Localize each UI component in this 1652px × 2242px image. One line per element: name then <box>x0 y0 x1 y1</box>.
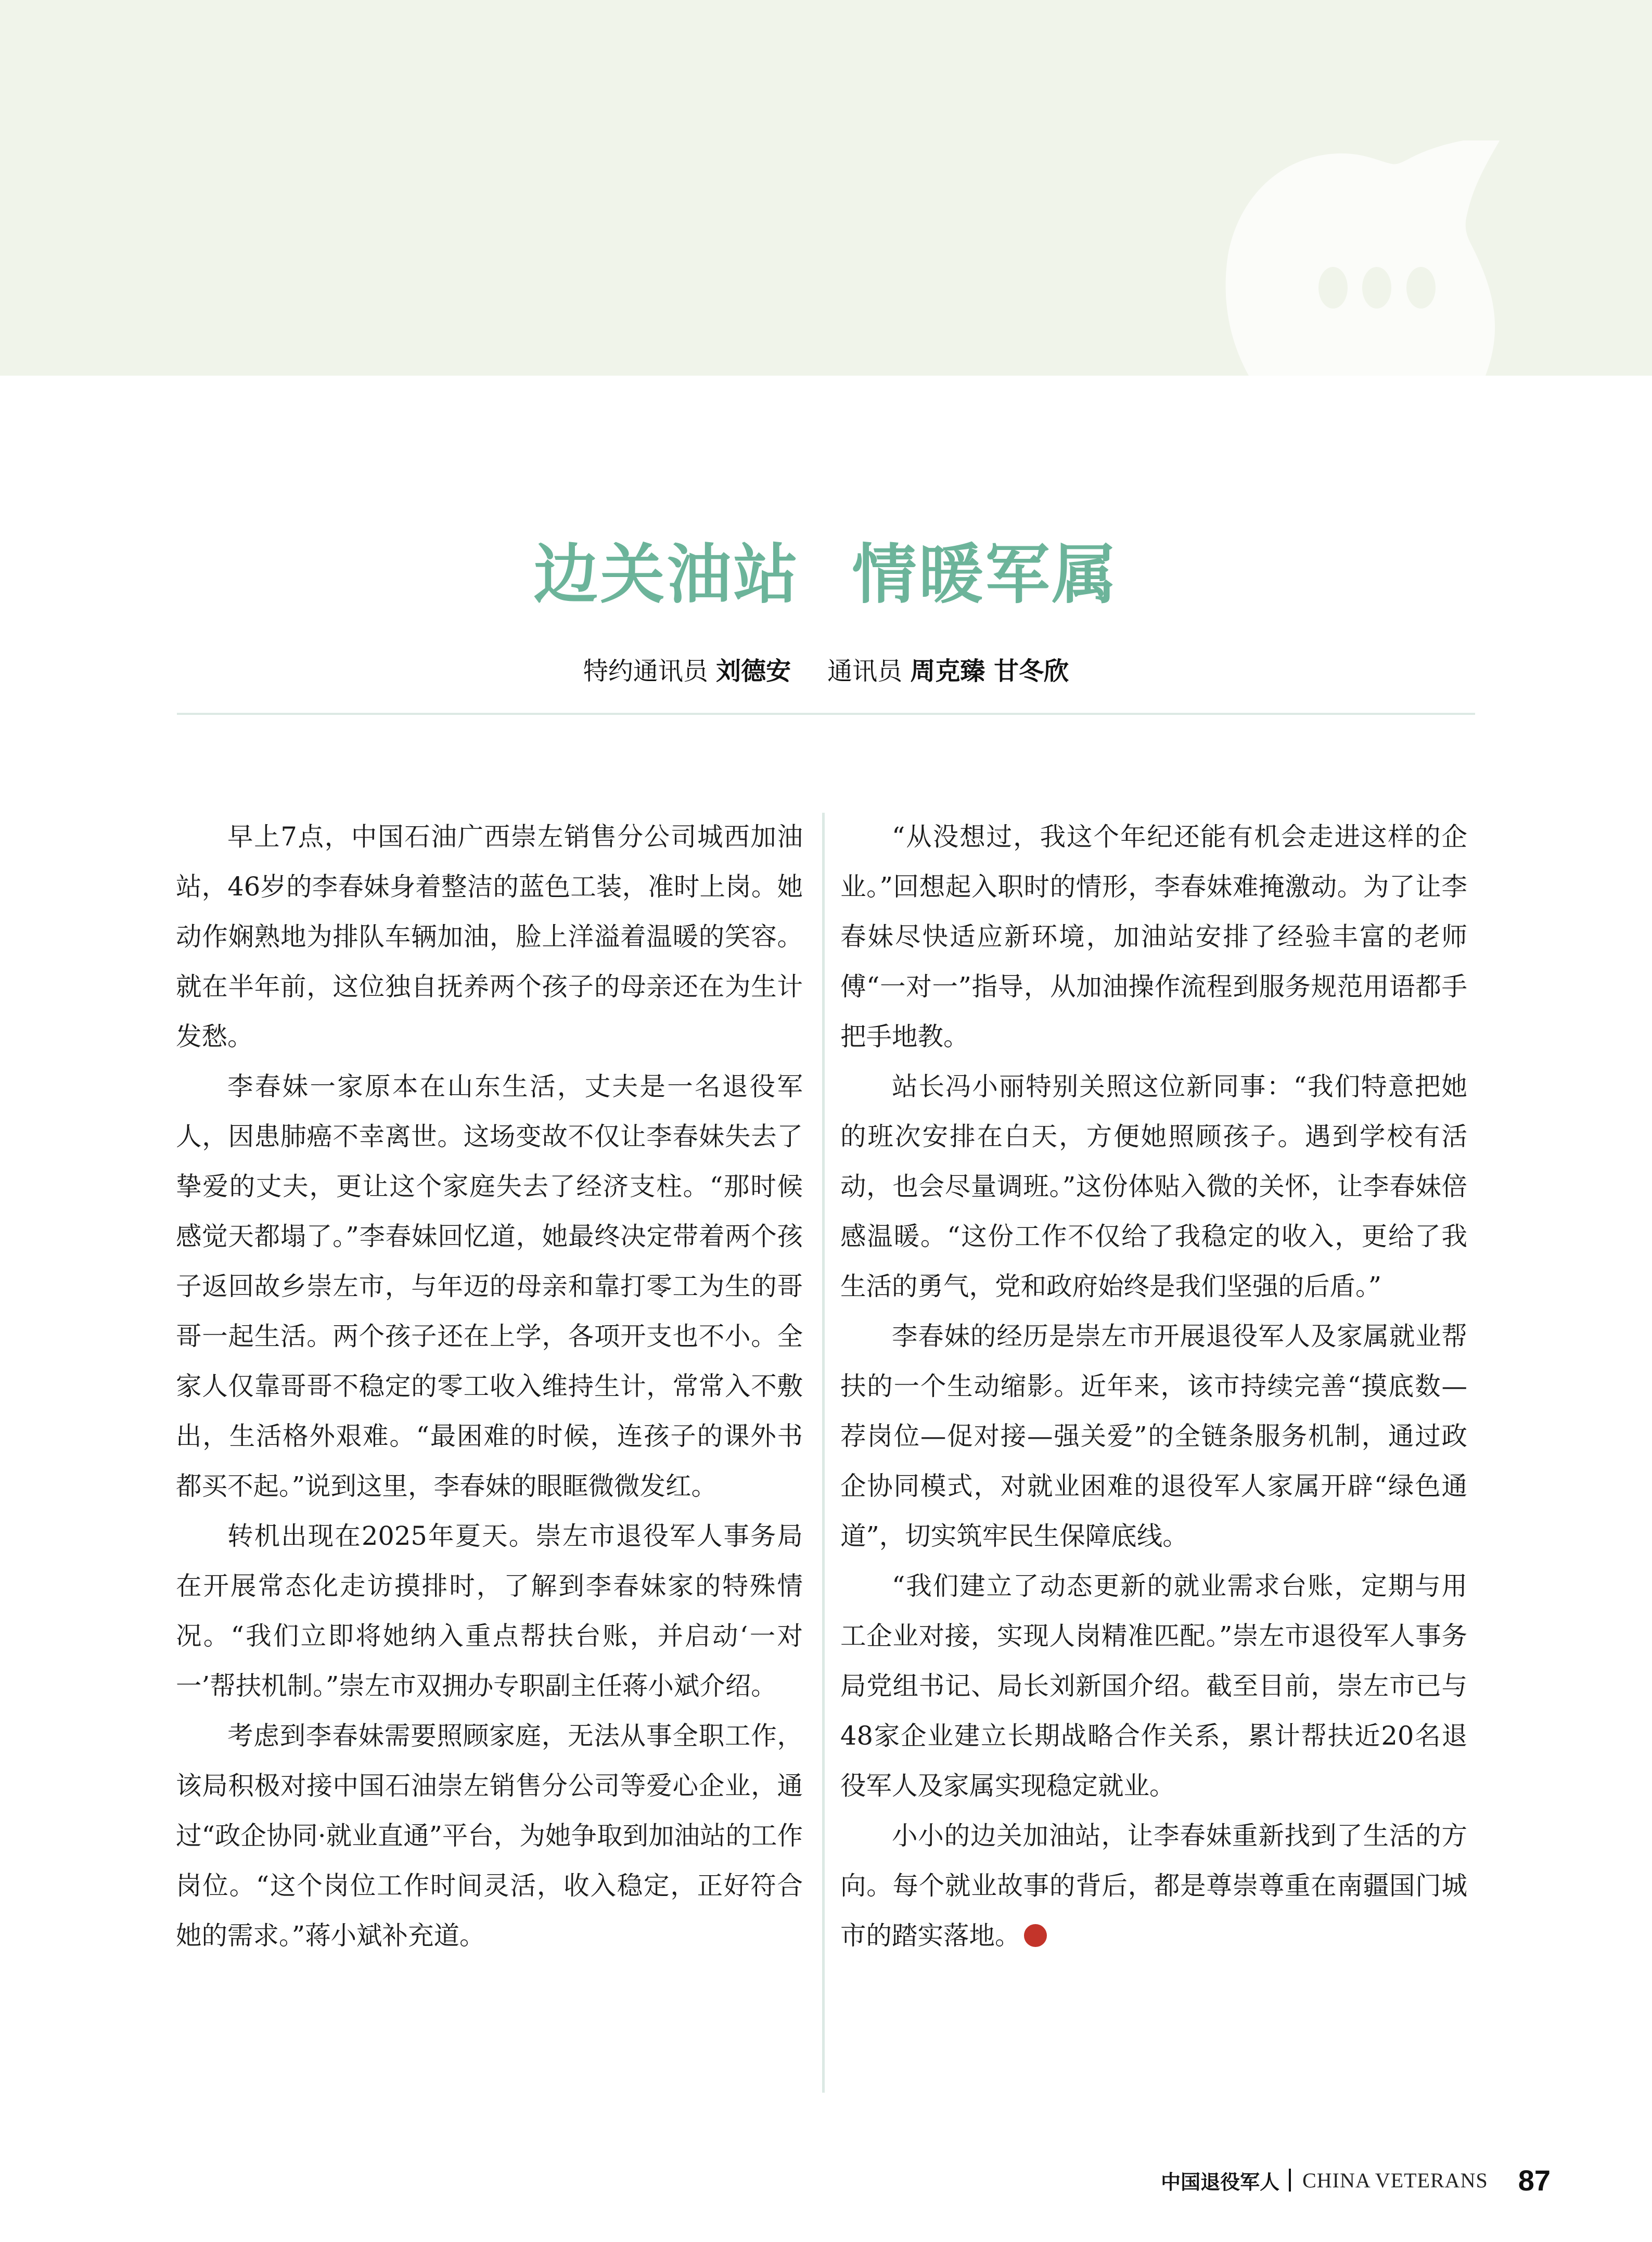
title-part-1: 边关油站 <box>533 537 800 612</box>
column-divider <box>822 813 825 2093</box>
paragraph: 李春妹的经历是崇左市开展退役军人及家属就业帮扶的一个生动缩影。近年来，该市持续完善“摸底数—荐岗位—促对接—强关爱”的全链条服务机制，通过政企协同模式，对就业困难的退役军人家属开辟“绿色通道”，切实筑牢民生保障底线。 <box>840 1321 1467 1551</box>
magazine-name-cn: 中国退役军人 <box>1161 2170 1280 2194</box>
ellipsis-dot-2 <box>1362 267 1391 309</box>
footer-separator <box>1289 2169 1291 2192</box>
end-mark-icon: V <box>1024 1924 1047 1947</box>
paragraph: 李春妹一家原本在山东生活，丈夫是一名退役军人，因患肺癌不幸离世。这场变故不仅让李春妹失去了挚爱的丈夫，更让这个家庭失去了经济支柱。“那时候感觉天都塌了。”李春妹回忆道，她最终决定带着两个孩子返回故乡崇左市，与年迈的母亲和靠打零工为生的哥哥一起生活。两个孩子还在上学，各项开支也不小。全家人仅靠哥哥不稳定的零工收入维持生计，常常入不敷出，生活格外艰难。“最困难的时候，连孩子的课外书都买不起。”说到这里，李春妹的眼眶微微发红。 <box>176 1071 803 1501</box>
speech-bubble-ellipsis-icon <box>1223 140 1556 376</box>
page-footer <box>1161 2159 1551 2201</box>
title-divider <box>177 713 1475 715</box>
byline-name-1: 刘德安 <box>716 657 791 686</box>
byline-role-2: 通讯员 <box>827 657 903 686</box>
magazine-name-en: CHINA VETERANS <box>1302 2168 1488 2192</box>
paragraph-last <box>840 1811 1467 1961</box>
left-column <box>176 812 803 1961</box>
paragraph: 考虑到李春妹需要照顾家庭，无法从事全职工作，该局积极对接中国石油崇左销售分公司等爱心企业，通过“政企协同·就业直通”平台，为她争取到加油站的工作岗位。“这个岗位工作时间灵活，收入稳定，正好符合她的需求。”蒋小斌补充道。 <box>176 1721 803 1951</box>
paragraph: “我们建立了动态更新的就业需求台账，定期与用工企业对接，实现人岗精准匹配。”崇左市退役军人事务局党组书记、局长刘新国介绍。截至目前，崇左市已与48家企业建立长期战略合作关系，累计帮扶近20名退役军人及家属实现稳定就业。 <box>840 1571 1467 1801</box>
speech-bubble-shape <box>1226 140 1500 376</box>
header-band <box>0 0 1652 376</box>
title-part-2: 情暖军属 <box>852 537 1119 612</box>
paragraph: 转机出现在2025年夏天。崇左市退役军人事务局在开展常态化走访摸排时，了解到李春妹家的特殊情况。“我们立即将她纳入重点帮扶台账，并启动‘一对一’帮扶机制。”崇左市双拥办专职副主任蒋小斌介绍。 <box>176 1521 803 1701</box>
byline-role-1: 特约通讯员 <box>583 657 708 686</box>
page-number: 87 <box>1518 2163 1551 2197</box>
right-column <box>840 812 1467 1961</box>
paragraph: 早上7点，中国石油广西崇左销售分公司城西加油站，46岁的李春妹身着整洁的蓝色工装，准时上岗。她动作娴熟地为排队车辆加油，脸上洋溢着温暖的笑容。就在半年前，这位独自抚养两个孩子的母亲还在为生计发愁。 <box>176 822 803 1052</box>
ellipsis-dot-3 <box>1406 267 1436 309</box>
byline <box>0 653 1652 689</box>
paragraph: “从没想过，我这个年纪还能有机会走进这样的企业。”回想起入职时的情形，李春妹难掩激动。为了让李春妹尽快适应新环境，加油站安排了经验丰富的老师傅“一对一”指导，从加油操作流程到服务规范用语都手把手地教。 <box>840 822 1467 1052</box>
ellipsis-dot-1 <box>1318 267 1348 309</box>
last-paragraph-text: 小小的边关加油站，让李春妹重新找到了生活的方向。每个就业故事的背后，都是尊崇尊重在南疆国门城市的踏实落地。 <box>840 1821 1467 1951</box>
article-title <box>0 536 1652 614</box>
paragraph: 站长冯小丽特别关照这位新同事：“我们特意把她的班次安排在白天，方便她照顾孩子。遇到学校有活动，也会尽量调班。”这份体贴入微的关怀，让李春妹倍感温暖。“这份工作不仅给了我稳定的收入，更给了我生活的勇气，党和政府始终是我们坚强的后盾。” <box>840 1071 1467 1301</box>
byline-name-2: 周克臻 甘冬欣 <box>910 657 1069 686</box>
